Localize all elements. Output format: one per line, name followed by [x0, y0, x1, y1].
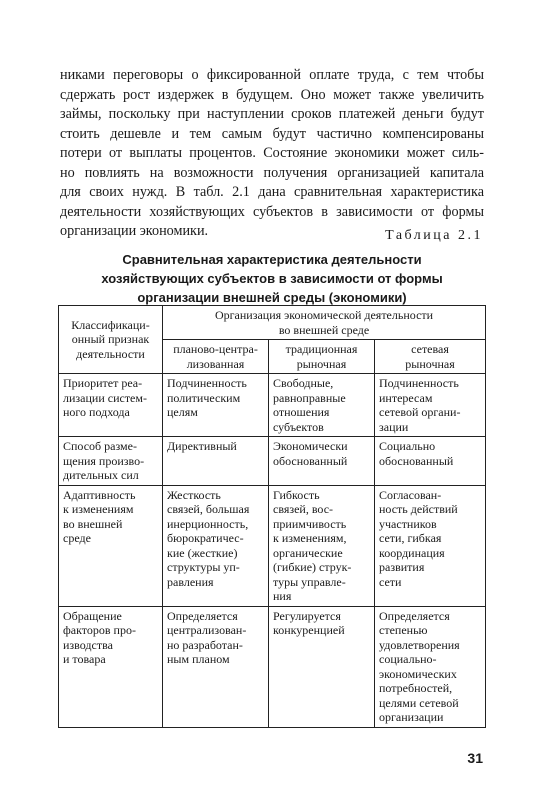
row-label [59, 374, 163, 437]
table-row [59, 374, 486, 437]
cell-text-line: ным планом [167, 652, 230, 666]
cell-text-line: конкуренцией [273, 623, 345, 637]
header-text-line: рыночная [405, 356, 455, 371]
cell-text-line: Подчиненность [379, 376, 459, 390]
cell-text-line: Определяется [167, 608, 238, 623]
table-label: Таблица 2.1 [385, 228, 483, 243]
paragraph-line: стоить дешевле и тем самым будут частично компенсированы [60, 125, 484, 142]
cell-text-line: приимчивость [273, 516, 347, 531]
cell-text-line: к изменениям, [273, 531, 347, 545]
cell-text-line: бюрократичес- [167, 531, 244, 545]
paragraph-line: никами переговоры о фиксированной оплате труда, с тем чтобы [60, 67, 484, 83]
table-title-line: хозяйствующих субъектов в зависимости от формы [101, 271, 443, 286]
header-text-line: Организация экономической деятельности [214, 308, 434, 322]
table-cell [269, 374, 375, 437]
cell-text-line: Гибкость [273, 487, 320, 502]
header-text-line: во внешней среде [278, 322, 370, 337]
cell-text-line: социально- [379, 652, 437, 666]
cell-text-line: потребностей, [379, 681, 453, 695]
cell-text-line: во внешней [63, 516, 123, 531]
table-title-line: организации внешней среды (экономики) [137, 290, 407, 305]
header-text-line: сетевая [411, 342, 449, 356]
cell-text-line: факторов про- [63, 623, 136, 637]
header-text-line: лизованная [186, 356, 245, 371]
header-text-line: онный признак [71, 332, 150, 347]
cell-text-line: дительных сил [63, 468, 139, 482]
table-cell [269, 606, 375, 727]
table-cell [375, 606, 486, 727]
cell-text-line: изводства [63, 637, 113, 652]
cell-text-line: централизован- [167, 623, 247, 637]
table-title [60, 250, 484, 307]
header-text-line: Классификаци- [71, 317, 150, 332]
cell-text-line: сетевой органи- [379, 405, 461, 419]
table-row [59, 606, 486, 727]
paragraph-line: потери от выплаты процентов. Состояние экономики может силь- [60, 145, 484, 161]
table-cell [375, 485, 486, 606]
cell-text-line: сети, гибкая [379, 531, 442, 545]
cell-text-line: отношения [273, 405, 330, 419]
cell-text-line: Подчиненность [167, 376, 247, 390]
table-row [59, 485, 486, 606]
cell-text-line: ния [273, 589, 292, 603]
cell-text-line: (гибкие) струк- [273, 560, 352, 574]
table-cell [375, 437, 486, 486]
header-group [163, 306, 486, 340]
cell-text-line: связей, вос- [273, 502, 334, 516]
cell-text-line: Приоритет реа- [63, 376, 143, 390]
cell-text-line: организации [379, 710, 444, 724]
row-label [59, 485, 163, 606]
body-paragraph [60, 66, 484, 242]
header-classification [59, 306, 163, 374]
cell-text-line: Директивный [167, 439, 237, 453]
cell-text-line: сети [379, 574, 402, 589]
table-cell [375, 374, 486, 437]
header-column-traditional [269, 340, 375, 374]
row-label [59, 606, 163, 727]
comparison-table [58, 305, 486, 728]
cell-text-line: Социально [379, 439, 436, 453]
cell-text-line: лизации систем- [63, 390, 147, 405]
cell-text-line: удовлетворения [379, 637, 460, 652]
cell-text-line: политическим [167, 390, 241, 405]
cell-text-line: кие (жесткие) [167, 545, 238, 560]
cell-text-line: ность действий [379, 502, 458, 516]
cell-text-line: Экономически [273, 439, 348, 453]
table-title-line: Сравнительная характеристика деятельности [122, 252, 422, 267]
cell-text-line: туры управле- [273, 574, 346, 589]
header-column-network [375, 340, 486, 374]
cell-text-line: Регулируется [273, 608, 341, 623]
cell-text-line: участников [379, 516, 437, 531]
cell-text-line: структуры уп- [167, 560, 240, 574]
cell-text-line: координация [379, 545, 445, 560]
cell-text-line: целям [167, 405, 198, 419]
cell-text-line: и товара [63, 652, 106, 666]
cell-text-line: Адаптивность [63, 487, 136, 502]
cell-text-line: обоснованный [379, 453, 454, 468]
table-cell [163, 437, 269, 486]
cell-text-line: щения произво- [63, 453, 145, 468]
cell-text-line: Согласован- [379, 487, 442, 502]
cell-text-line: целями сетевой [379, 695, 459, 710]
paragraph-line: займы, поскольку при наступлении сроков платежей деньги будут [60, 106, 484, 122]
cell-text-line: равления [167, 574, 214, 589]
cell-text-line: интересам [379, 390, 433, 405]
cell-text-line: Обращение [63, 608, 122, 623]
table-header-row [59, 306, 486, 340]
cell-text-line: зации [379, 419, 409, 434]
cell-text-line: развития [379, 560, 425, 574]
header-text-line: планово-центра- [173, 342, 258, 356]
table-cell [163, 374, 269, 437]
paragraph-line: сдержать рост издержек в будущем. Оно может также увеличить [60, 86, 484, 103]
cell-text-line: среде [63, 531, 91, 545]
cell-text-line: равноправные [273, 390, 346, 405]
paragraph-line: но повлиять на возможности получения организацией капитала [60, 164, 484, 181]
row-label [59, 437, 163, 486]
table-cell [163, 606, 269, 727]
cell-text-line: Способ разме- [63, 439, 137, 453]
cell-text-line: субъектов [273, 419, 324, 434]
table-cell [269, 485, 375, 606]
paragraph-line: организации экономики. [60, 223, 209, 239]
page-number: 31 [467, 750, 483, 766]
cell-text-line: Жесткость [167, 487, 221, 502]
paragraph-line: для своих нужд. В табл. 2.1 дана сравнительная характеристика [60, 184, 484, 200]
table-cell [269, 437, 375, 486]
cell-text-line: к изменениям [63, 502, 134, 516]
cell-text-line: Свободные, [273, 376, 334, 390]
table-row [59, 437, 486, 486]
cell-text-line: обоснованный [273, 453, 348, 468]
cell-text-line: экономических [379, 666, 457, 681]
header-text-line: традиционная [285, 342, 358, 356]
cell-text-line: степенью [379, 623, 428, 637]
header-text-line: деятельности [76, 346, 145, 361]
cell-text-line: но разработан- [167, 637, 243, 652]
cell-text-line: инерционность, [167, 516, 249, 531]
header-column-planned [163, 340, 269, 374]
header-text-line: рыночная [296, 356, 347, 371]
cell-text-line: ного подхода [63, 405, 130, 419]
cell-text-line: связей, большая [167, 502, 250, 516]
table-cell [163, 485, 269, 606]
paragraph-line: деятельности хозяйствующих субъектов в зависимости от формы [60, 203, 484, 220]
cell-text-line: Определяется [379, 608, 450, 623]
cell-text-line: органические [273, 545, 343, 560]
